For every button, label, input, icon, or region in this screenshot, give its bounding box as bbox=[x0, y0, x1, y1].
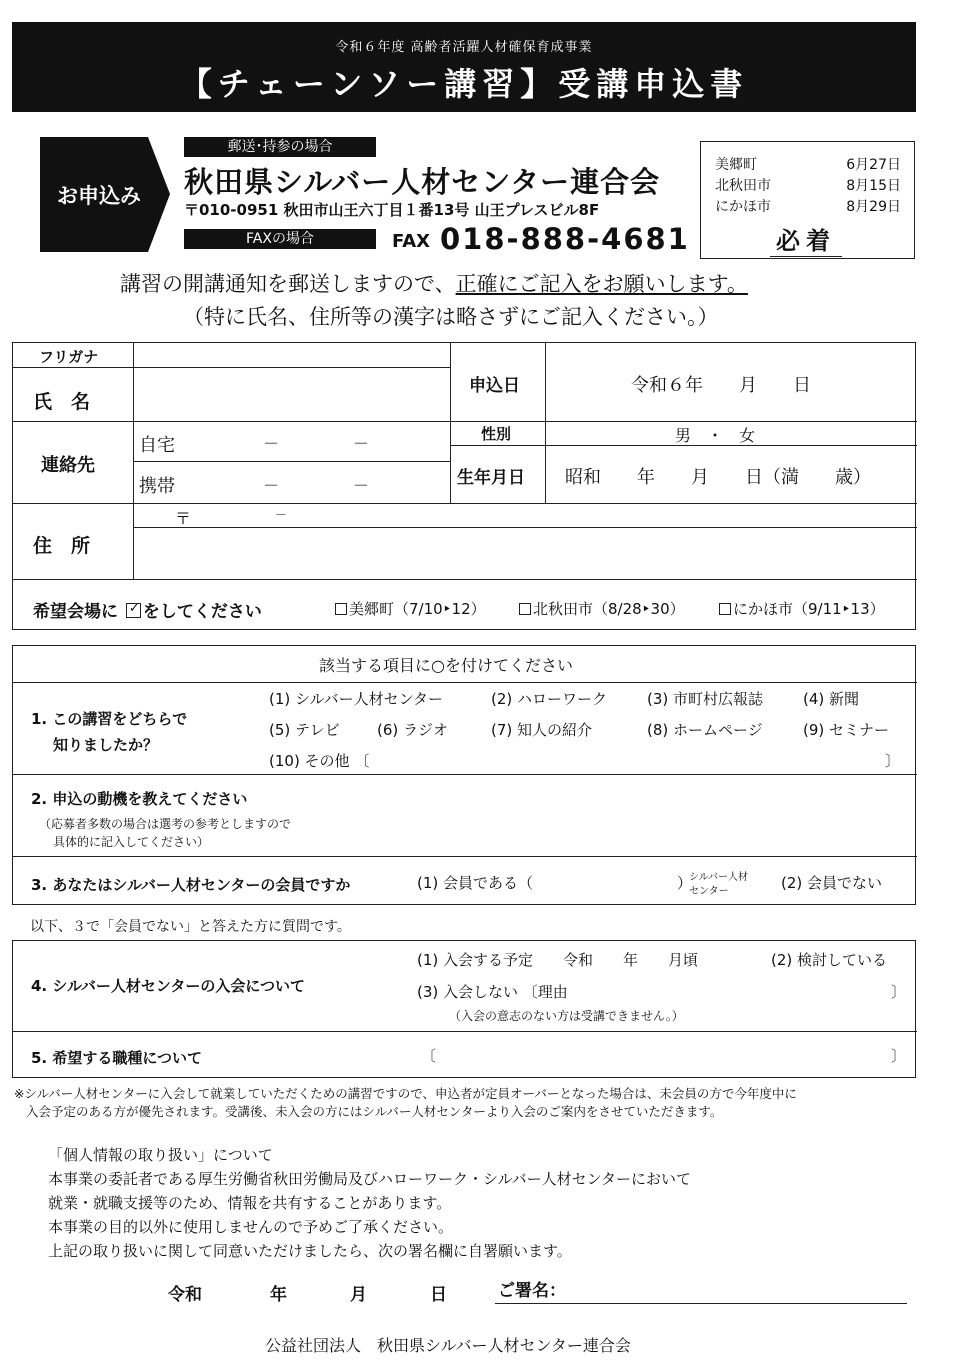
venue-instruction bbox=[33, 597, 262, 622]
mobile-phone-dash: － bbox=[263, 476, 280, 495]
birthday-label: 生年月日 bbox=[457, 468, 525, 488]
home-phone-label: 自宅 bbox=[139, 435, 175, 456]
furigana-label: フリガナ bbox=[39, 348, 99, 366]
non-member-note: 以下、３で「会員でない」と答えた方に質問です。 bbox=[30, 919, 351, 935]
deadline-row bbox=[715, 175, 901, 195]
notice-emphasis: 正確にご記入をお願いします。 bbox=[455, 272, 748, 296]
birthday-value[interactable]: 昭和 年 月 日（満 歳） bbox=[565, 467, 871, 488]
header-subtitle: 令和６年度 高齢者活躍人材確保育成事業 bbox=[335, 40, 593, 55]
q5-close-bracket: 〕 bbox=[891, 1047, 907, 1065]
notice-line-1 bbox=[120, 268, 748, 298]
fax-tag: FAXの場合 bbox=[184, 229, 376, 249]
deadline-date: 8月29日 bbox=[846, 199, 901, 215]
privacy-section bbox=[48, 1143, 691, 1263]
privacy-line: 就業・就職支援等のため、情報を共有することがあります。 bbox=[48, 1194, 452, 1212]
home-phone-dash: － bbox=[353, 434, 370, 453]
venue-option-label: にかほ市（9/11‣13） bbox=[733, 600, 885, 618]
q1-option[interactable]: (8) ホームページ bbox=[647, 721, 763, 739]
apply-date-value[interactable]: 令和６年 月 日 bbox=[631, 375, 811, 396]
q1-option[interactable]: (6) ラジオ bbox=[377, 721, 449, 739]
notice-text: 講習の開講通知を郵送しますので、 bbox=[120, 272, 456, 296]
apply-date-label: 申込日 bbox=[469, 376, 520, 396]
q5-answer-input[interactable] bbox=[439, 1037, 879, 1073]
q3-close-paren: ） bbox=[677, 874, 693, 892]
checkbox-icon[interactable] bbox=[519, 603, 531, 615]
footnote bbox=[14, 1085, 924, 1121]
q2-label: 2. 申込の動機を教えてください bbox=[31, 790, 248, 808]
header-banner bbox=[12, 22, 916, 112]
q5-open-bracket: 〔 bbox=[421, 1047, 437, 1065]
notice-line-2: （特に氏名、住所等の漢字は略さずにご記入ください。） bbox=[183, 305, 719, 329]
q1-option[interactable]: (2) ハローワーク bbox=[491, 690, 608, 708]
deadline-date: 8月15日 bbox=[846, 178, 901, 194]
name-input[interactable] bbox=[135, 370, 447, 418]
q2-note-1: （応募者多数の場合は選考の参考としますので bbox=[39, 817, 292, 831]
deadline-row bbox=[715, 196, 901, 216]
q2-note-2: 具体的に記入してください） bbox=[53, 835, 210, 849]
survey-table bbox=[12, 645, 916, 905]
name-label: 氏 名 bbox=[33, 391, 91, 413]
venue-instruction-b: をしてください bbox=[142, 602, 262, 622]
q4-option-decline[interactable]: (3) 入会しない 〔理由 bbox=[417, 983, 568, 1001]
deadline-place: にかほ市 bbox=[715, 199, 771, 215]
mobile-phone-dash: － bbox=[353, 476, 370, 495]
venue-option-kitaakita[interactable] bbox=[519, 598, 685, 619]
q3-suffix-a: シルバー人材 bbox=[689, 872, 749, 883]
organization-address: 〒010-0951 秋田市山王六丁目１番13号 山王プレスビル8F bbox=[184, 201, 600, 219]
contact-label: 連絡先 bbox=[41, 455, 95, 476]
privacy-line: 上記の取り扱いに関して同意いただけましたら、次の署名欄に自署願います。 bbox=[48, 1242, 572, 1260]
q1-option[interactable]: (5) テレビ bbox=[269, 721, 340, 739]
q1-option[interactable]: (3) 市町村広報誌 bbox=[647, 690, 764, 708]
gender-options[interactable]: 男 ・ 女 bbox=[675, 426, 756, 445]
footnote-line: ※シルバー人材センターに入会して就業していただくための講習ですので、申込者が定員オーバーとなった場合は、未会員の方で今年度中に bbox=[14, 1086, 797, 1101]
q4-label: 4. シルバー人材センターの入会について bbox=[31, 977, 306, 995]
footer-organization: 公益社団法人 秋田県シルバー人材センター連合会 bbox=[265, 1336, 631, 1355]
fax-number: 018-888-4681 bbox=[440, 222, 690, 256]
privacy-line: 本事業の目的以外に使用しませんので予めご了承ください。 bbox=[48, 1218, 454, 1236]
furigana-input[interactable] bbox=[135, 345, 447, 365]
q2-answer-input[interactable] bbox=[373, 778, 913, 852]
venue-option-label: 北秋田市（8/28‣30） bbox=[533, 600, 685, 618]
mobile-phone-input[interactable] bbox=[193, 464, 447, 500]
sig-label: ご署名： bbox=[498, 1281, 566, 1301]
form-title: 【チェーンソー講習】受講申込書 bbox=[179, 65, 749, 103]
signature-line bbox=[495, 1303, 907, 1304]
mail-tag: 郵送･持参の場合 bbox=[184, 137, 376, 157]
home-phone-input[interactable] bbox=[193, 423, 447, 459]
survey-heading: 該当する項目に○を付けてください bbox=[319, 656, 573, 675]
apply-label: お申込み bbox=[57, 184, 141, 208]
deadline-must-arrive: 必着 bbox=[770, 221, 842, 257]
deadline-place: 北秋田市 bbox=[715, 178, 771, 194]
checkbox-icon: ✓ bbox=[126, 603, 141, 618]
address-input[interactable] bbox=[135, 529, 915, 577]
q1-close-bracket: 〕 bbox=[885, 752, 901, 770]
postal-dash: － bbox=[275, 508, 288, 522]
address-label: 住 所 bbox=[33, 535, 91, 557]
checkbox-icon[interactable] bbox=[719, 603, 731, 615]
sig-month: 月 bbox=[350, 1285, 367, 1305]
sig-year: 年 bbox=[270, 1285, 287, 1305]
q4-option-consider[interactable]: (2) 検討している bbox=[771, 951, 888, 969]
q4-option-plan[interactable]: (1) 入会する予定 令和 年 月頃 bbox=[417, 951, 699, 969]
footnote-line: 入会予定のある方が優先されます。受講後、未入会の方にはシルバー人材センターより入会のご案内をさせていただきます。 bbox=[26, 1104, 723, 1119]
gender-label: 性別 bbox=[481, 425, 512, 443]
fax-label: FAX bbox=[392, 231, 431, 252]
postal-mark: 〒 bbox=[175, 509, 192, 528]
q3-option-nonmember[interactable]: (2) 会員でない bbox=[781, 874, 883, 892]
q1-other-input[interactable] bbox=[393, 748, 879, 770]
venue-option-label: 美郷町（7/10‣12） bbox=[349, 600, 486, 618]
venue-instruction-a: 希望会場に bbox=[33, 602, 118, 622]
q1-line-1: 1. この講習をどちらで bbox=[31, 710, 188, 728]
signature-input[interactable] bbox=[580, 1276, 906, 1302]
q1-option[interactable]: (1) シルバー人材センター bbox=[269, 690, 443, 708]
mobile-phone-label: 携帯 bbox=[139, 476, 175, 497]
privacy-title: 「個人情報の取り扱い」について bbox=[48, 1146, 273, 1164]
non-member-table bbox=[12, 940, 916, 1078]
venue-option-nikaho[interactable] bbox=[719, 598, 885, 619]
privacy-line: 本事業の委託者である厚生労働省秋田労働局及びハローワーク・シルバー人材センターにおいて bbox=[48, 1170, 691, 1188]
q1-option[interactable]: (7) 知人の紹介 bbox=[491, 721, 593, 739]
applicant-info-table bbox=[12, 342, 916, 630]
q1-line-2: 知りましたか？ bbox=[53, 736, 159, 754]
venue-option-misato[interactable] bbox=[335, 598, 486, 619]
deadline-row bbox=[715, 154, 901, 174]
q4-close-bracket: 〕 bbox=[891, 983, 907, 1001]
sig-era: 令和 bbox=[168, 1285, 202, 1305]
sig-day: 日 bbox=[430, 1285, 447, 1305]
deadline-date: 6月27日 bbox=[846, 157, 901, 173]
q1-option[interactable]: (4) 新聞 bbox=[803, 690, 860, 708]
q1-option[interactable]: (9) セミナー bbox=[803, 721, 890, 739]
q3-label: 3. あなたはシルバー人材センターの会員ですか bbox=[31, 876, 351, 894]
organization-name: 秋田県シルバー人材センター連合会 bbox=[184, 165, 661, 199]
q3-option-member[interactable]: (1) 会員である（ bbox=[417, 874, 534, 892]
postal-code-input[interactable] bbox=[135, 505, 915, 525]
q4-note: （入会の意志のない方は受講できません。） bbox=[449, 1009, 684, 1023]
q5-label: 5. 希望する職種について bbox=[31, 1049, 203, 1067]
checkbox-icon[interactable] bbox=[335, 603, 347, 615]
deadline-place: 美郷町 bbox=[715, 157, 757, 173]
q1-option-other[interactable]: (10) その他 〔 bbox=[269, 752, 370, 770]
home-phone-dash: － bbox=[263, 434, 280, 453]
q3-suffix-b: センター bbox=[689, 886, 729, 897]
